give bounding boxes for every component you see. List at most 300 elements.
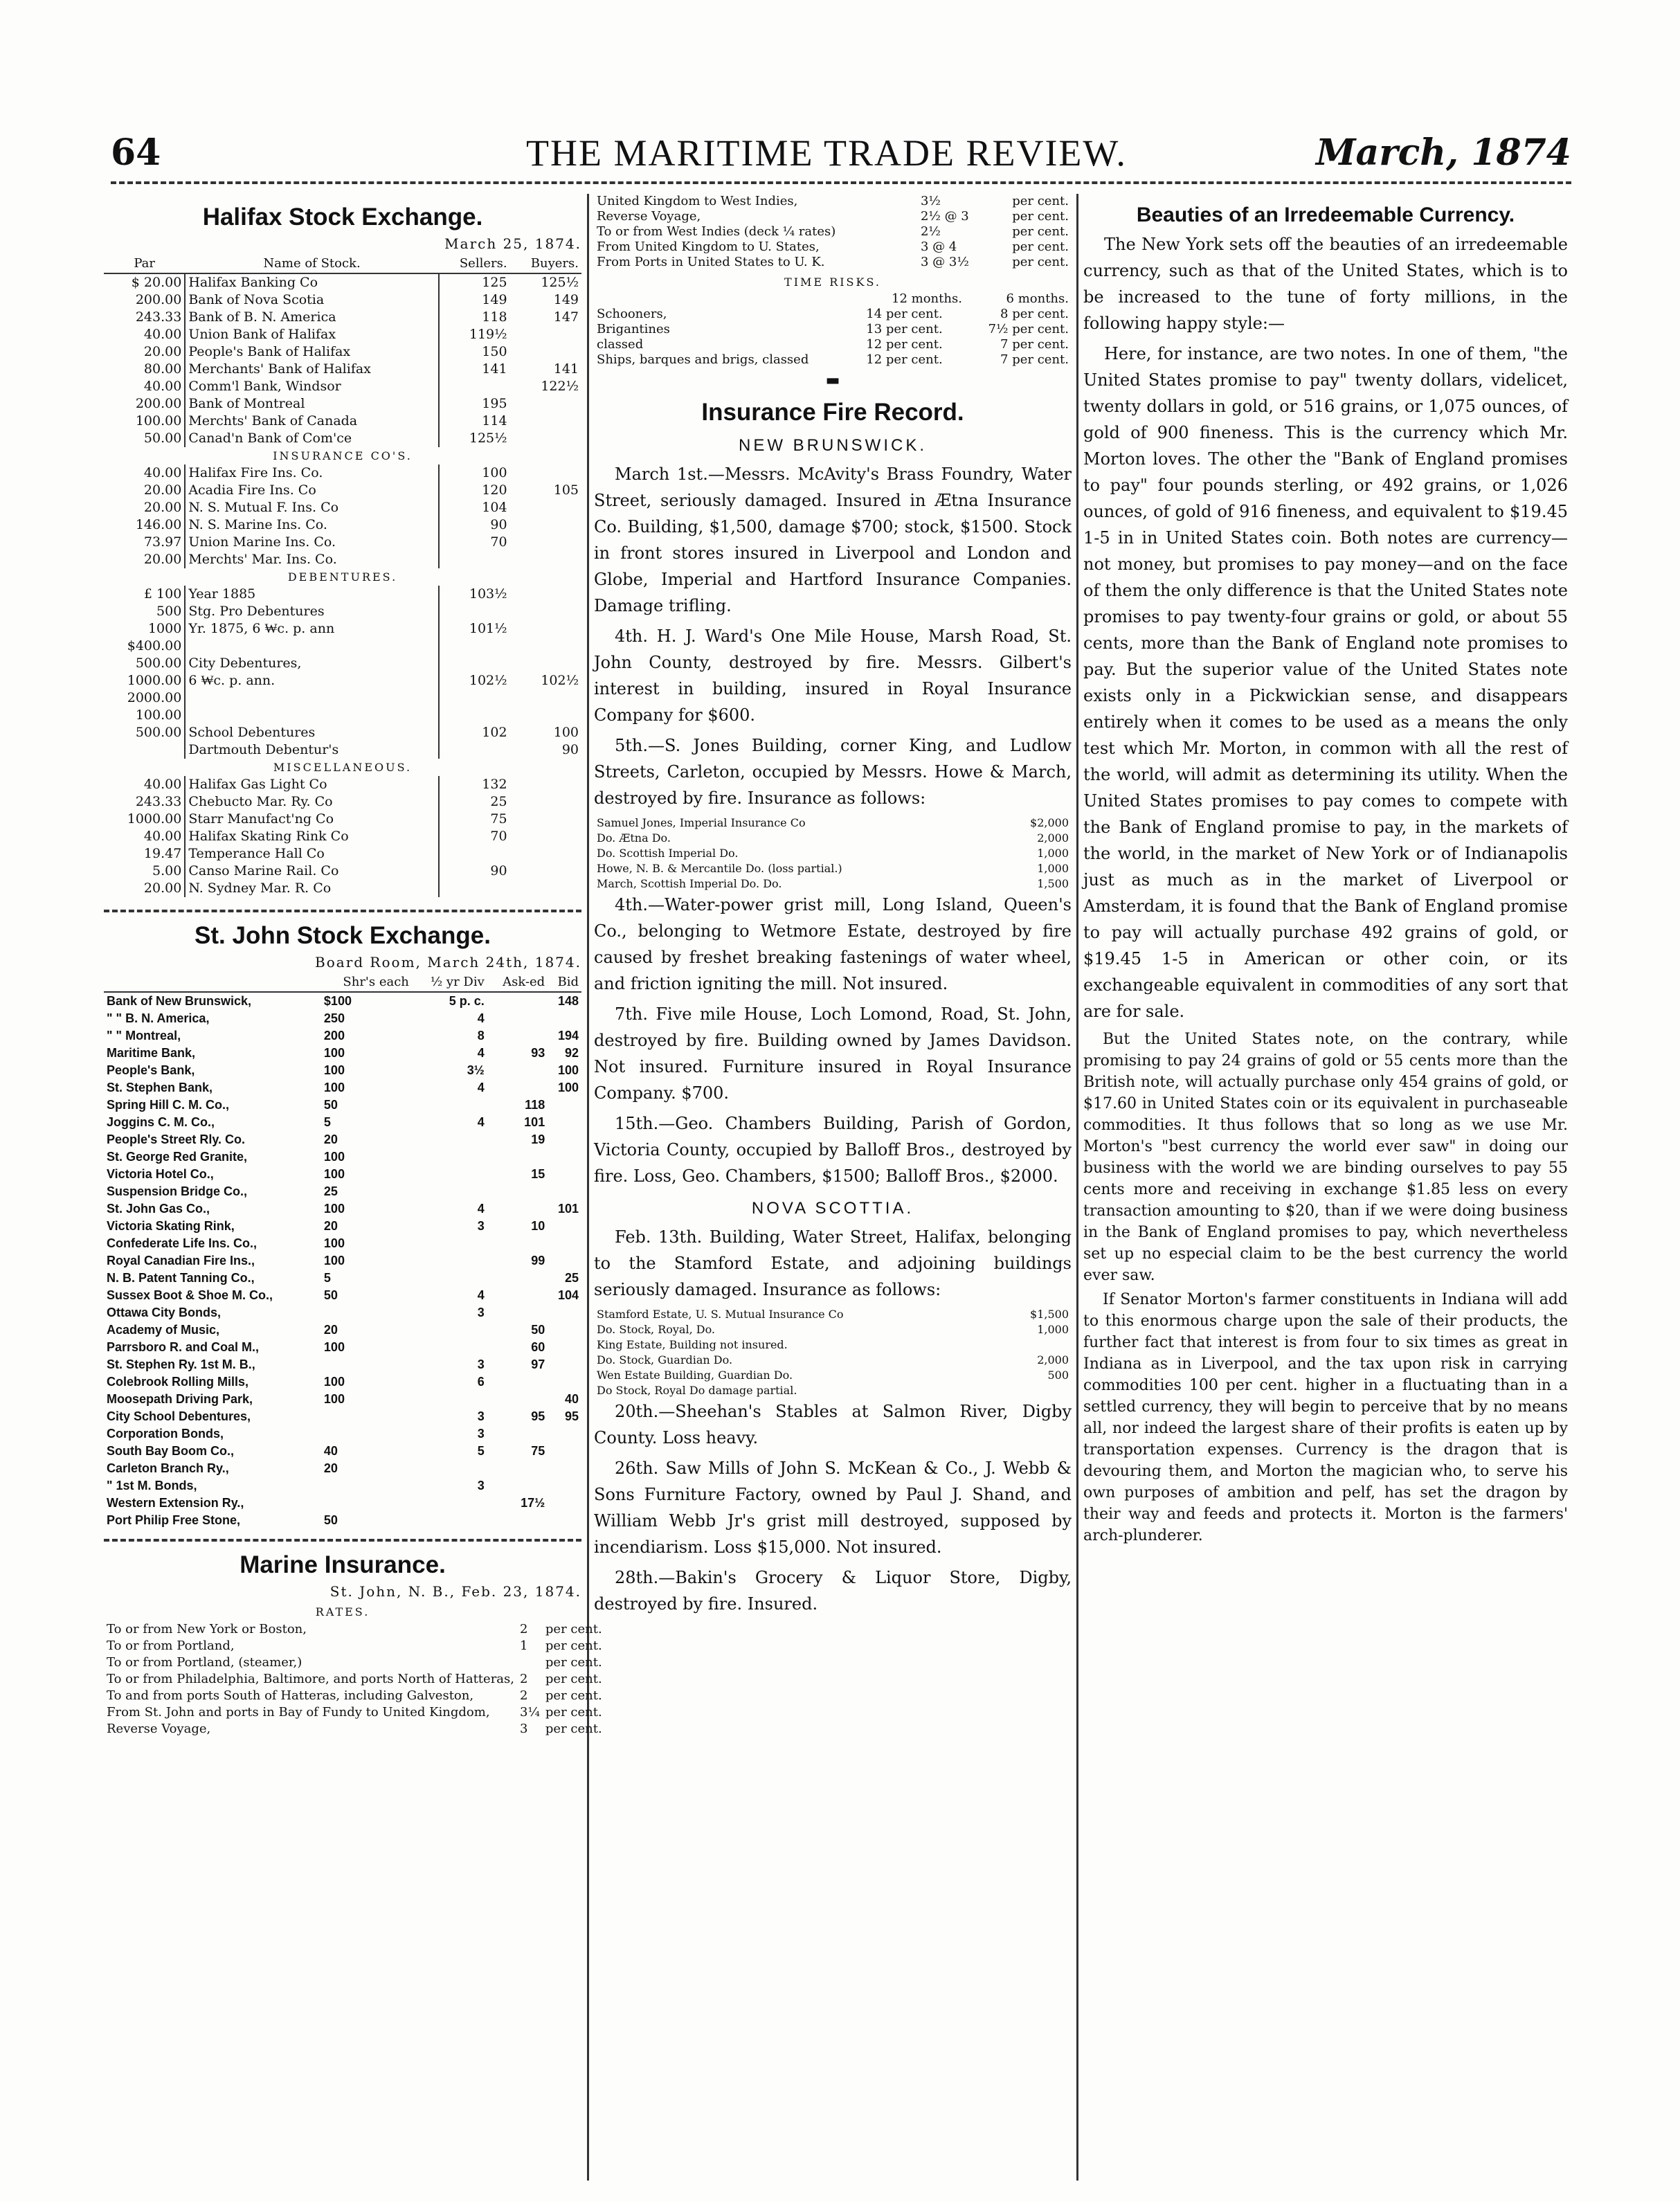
table-cell: 10 bbox=[531, 1219, 545, 1233]
col-shares: Shr's each bbox=[321, 973, 412, 992]
table-cell: From United Kingdom to U. States, bbox=[597, 240, 820, 254]
table-cell: Merchts' Mar. Ins. Co. bbox=[185, 551, 438, 568]
paragraph: If Senator Morton's farmer constituents in Indiana will add to this enormous charge upon the sale of their products, the further fact that interest is from four to six times as great in Indiana as in Liverpool, and the tax upon risk in carrying commodities 100 per cent. higher in a fluctuating than in a settled currency, they will begin to perceive that by no means all, nor indeed the largest share of their profits is eaten up by transportation expenses. Currency is the dragon that is devouring them, and Morton the magician who, to serve his own purposes of ambition and pelf, has set the dragon by their way and feeds and protects it. Morton is the farmers' arch-plunderer. bbox=[1083, 1291, 1568, 1544]
table-cell: per cent. bbox=[545, 1705, 602, 1720]
table-cell: 7 per cent. bbox=[1000, 352, 1069, 367]
table-row bbox=[104, 1654, 605, 1671]
table-cell: Western Extension Ry., bbox=[107, 1496, 244, 1510]
table-cell bbox=[510, 534, 581, 551]
table-row bbox=[104, 1477, 581, 1495]
table-row bbox=[594, 861, 1072, 876]
table-cell: 1,000 bbox=[1037, 862, 1069, 875]
table-cell bbox=[487, 1148, 548, 1166]
table-row bbox=[594, 1383, 1072, 1398]
table-cell bbox=[487, 1270, 548, 1287]
table-row bbox=[104, 395, 581, 413]
entry: 7th. Five mile House, Loch Lomond, Road, St. John, destroyed by fire. Building owned by James Davidson. Not insured. Furniture insured in Royal Insurance Company. $700. bbox=[594, 1004, 1072, 1103]
table-cell bbox=[412, 1235, 487, 1252]
table-cell: 73.97 bbox=[104, 534, 185, 551]
table-row bbox=[104, 1148, 581, 1166]
table-cell: Parrsboro R. and Coal M., bbox=[107, 1340, 260, 1354]
table-row bbox=[104, 361, 581, 378]
table-cell: 3 bbox=[477, 1357, 485, 1371]
table-cell: 102½ bbox=[541, 673, 579, 688]
page-header bbox=[111, 132, 1571, 180]
table-cell: 1000.00 bbox=[104, 811, 185, 828]
table-cell bbox=[510, 863, 581, 880]
table-cell: 95 bbox=[564, 1409, 579, 1423]
table-cell: $1,500 bbox=[1030, 1308, 1069, 1321]
table-cell bbox=[487, 1512, 548, 1529]
table-cell bbox=[548, 1235, 581, 1252]
table-cell: per cent. bbox=[1012, 240, 1069, 254]
divider bbox=[104, 910, 581, 912]
table-cell: 90 bbox=[490, 517, 507, 532]
table-row bbox=[104, 1079, 581, 1097]
table-cell: Corporation Bonds, bbox=[107, 1427, 224, 1441]
table-cell: 25 bbox=[564, 1271, 579, 1285]
table-cell: per cent. bbox=[1012, 224, 1069, 239]
table-cell: Colebrook Rolling Mills, bbox=[107, 1375, 249, 1389]
table-cell: 20.00 bbox=[104, 482, 185, 499]
table-cell: 100.00 bbox=[104, 413, 185, 430]
table-cell: 70 bbox=[490, 534, 507, 550]
table-cell: Canso Marine Rail. Co bbox=[185, 863, 438, 880]
table-cell bbox=[548, 1252, 581, 1270]
table-cell bbox=[510, 395, 581, 413]
table-cell bbox=[510, 586, 581, 603]
table-cell: N. S. Marine Ins. Co. bbox=[185, 516, 438, 534]
table-cell: Bank of Montreal bbox=[185, 395, 438, 413]
marine-rows bbox=[104, 1621, 605, 1738]
table-cell bbox=[548, 1131, 581, 1148]
entry: 20th.—Sheehan's Stables at Salmon River, Digby County. Loss heavy. bbox=[594, 1402, 1072, 1447]
table-cell: Bank of B. N. America bbox=[185, 309, 438, 326]
table-cell: 100 bbox=[323, 1236, 345, 1250]
table-cell bbox=[548, 1218, 581, 1235]
table-cell: 95 bbox=[531, 1409, 545, 1423]
table-cell: 100 bbox=[323, 1081, 345, 1094]
table-cell: 40.00 bbox=[104, 464, 185, 482]
table-row bbox=[104, 1721, 605, 1738]
table-cell bbox=[510, 776, 581, 793]
table-cell: 3¼ bbox=[520, 1705, 540, 1720]
table-row bbox=[594, 831, 1072, 846]
table-cell: per cent. bbox=[1012, 209, 1069, 224]
entry: 4th.—Water-power grist mill, Long Island, Queen's Co., belonging to Wetmore Estate, destroyed by fire caused by freshet breaking fastenings of water wheel, and friction igniting the mill. Not insured. bbox=[594, 895, 1072, 993]
table-cell: Do. Scottish Imperial Do. bbox=[597, 847, 739, 860]
table-cell bbox=[412, 1512, 487, 1529]
table-cell: Year 1885 bbox=[185, 586, 438, 603]
table-cell: Suspension Bridge Co., bbox=[107, 1184, 248, 1198]
table-cell: Union Marine Ins. Co. bbox=[185, 534, 438, 551]
table-cell: 6 ₩c. p. ann. bbox=[185, 672, 438, 689]
table-cell bbox=[548, 1477, 581, 1495]
table-cell: Halifax Gas Light Co bbox=[185, 776, 438, 793]
table-cell: 5 bbox=[323, 1271, 331, 1285]
table-cell: 75 bbox=[531, 1444, 545, 1458]
nb-title: NEW BRUNSWICK. bbox=[739, 436, 927, 455]
table-cell bbox=[439, 741, 510, 759]
table-cell: People's Street Rly. Co. bbox=[107, 1132, 246, 1146]
table-cell: per cent. bbox=[545, 1655, 602, 1670]
table-cell bbox=[487, 1373, 548, 1391]
table-cell: 104 bbox=[482, 500, 507, 515]
table-cell: 14 per cent. bbox=[866, 307, 943, 321]
table-cell: 100 bbox=[323, 1392, 345, 1406]
table-cell: Stg. Pro Debentures bbox=[185, 603, 438, 620]
table-cell: 100 bbox=[557, 1081, 579, 1094]
table-cell bbox=[439, 638, 510, 655]
table-cell: 150 bbox=[482, 344, 507, 359]
table-cell: Moosepath Driving Park, bbox=[107, 1392, 253, 1406]
rates-rows bbox=[594, 194, 1072, 270]
table-cell bbox=[439, 603, 510, 620]
table-row bbox=[104, 343, 581, 361]
halifax-debentures bbox=[104, 586, 581, 759]
page-number: 64 bbox=[111, 132, 161, 174]
table-cell: 5.00 bbox=[104, 863, 185, 880]
table-cell bbox=[185, 707, 438, 724]
loss-rows bbox=[594, 815, 1072, 892]
table-row bbox=[104, 430, 581, 447]
table-cell: 50 bbox=[531, 1323, 545, 1337]
halifax-table bbox=[104, 255, 581, 897]
table-cell: 104 bbox=[557, 1288, 579, 1302]
table-cell: To and from ports South of Hatteras, including Galveston, bbox=[107, 1688, 474, 1703]
table-cell: To or from Portland, bbox=[107, 1639, 235, 1653]
table-cell bbox=[510, 551, 581, 568]
table-cell: $ 20.00 bbox=[104, 273, 185, 291]
table-cell: 5 bbox=[323, 1115, 331, 1129]
table-cell: 2 bbox=[520, 1622, 528, 1636]
table-cell: Merchants' Bank of Halifax bbox=[185, 361, 438, 378]
table-cell: 3 bbox=[477, 1409, 485, 1423]
table-row bbox=[104, 603, 581, 620]
table-cell bbox=[487, 1425, 548, 1443]
table-cell: From St. John and ports in Bay of Fundy to United Kingdom, bbox=[107, 1705, 490, 1720]
table-row bbox=[104, 1010, 581, 1027]
table-cell: 122½ bbox=[541, 379, 579, 394]
paragraph: But the United States note, on the contrary, while promising to pay 24 grains of gold or 55 cents more than the British note, will actually purchase only 454 grains of gold, or $17.60 in United States coin or its equivalent in purchaseable commodities. It thus follows that so long as we use Mr. Morton's "best currency the world ever saw" in doing our business with the world we are binding ourselves to pay 55 cents more and receiving in exchange $1.85 less on every transaction amounting to $20, than if we were doing business in the Bank of England promises to pay, which nevertheless set up no especial claim to be the best currency the world ever saw. bbox=[1083, 1031, 1568, 1284]
table-row bbox=[104, 655, 581, 672]
table-row bbox=[594, 1368, 1072, 1383]
table-cell: Halifax Banking Co bbox=[185, 273, 438, 291]
table-cell: 118 bbox=[482, 309, 507, 325]
table-cell: 70 bbox=[490, 829, 507, 844]
table-cell: Halifax Fire Ins. Co. bbox=[185, 464, 438, 482]
table-cell bbox=[510, 603, 581, 620]
table-cell bbox=[510, 343, 581, 361]
marine-table bbox=[104, 1621, 605, 1738]
table-row bbox=[104, 1373, 581, 1391]
table-row bbox=[594, 255, 1072, 270]
table-cell bbox=[487, 1460, 548, 1477]
table-cell: 12 per cent. bbox=[866, 337, 943, 352]
table-row bbox=[594, 307, 1072, 322]
table-cell: per cent. bbox=[1012, 194, 1069, 208]
table-cell: 100 bbox=[323, 1340, 345, 1354]
table-cell: Yr. 1875, 6 ₩c. p. ann bbox=[185, 620, 438, 638]
table-cell: From Ports in United States to U. K. bbox=[597, 255, 825, 269]
table-cell: 20.00 bbox=[104, 499, 185, 516]
table-cell bbox=[439, 689, 510, 707]
table-cell: 99 bbox=[531, 1254, 545, 1267]
table-row bbox=[594, 322, 1072, 337]
table-cell bbox=[185, 689, 438, 707]
table-header bbox=[104, 255, 581, 273]
table-row bbox=[104, 413, 581, 430]
table-cell bbox=[412, 1321, 487, 1339]
table-cell: South Bay Boom Co., bbox=[107, 1444, 234, 1458]
table-cell bbox=[439, 880, 510, 897]
table-row bbox=[104, 845, 581, 863]
table-row bbox=[104, 1356, 581, 1373]
table-cell: 102 bbox=[482, 725, 507, 740]
table-cell: 5 bbox=[477, 1444, 485, 1458]
table-cell: 149 bbox=[553, 292, 579, 307]
table-cell bbox=[1000, 1337, 1072, 1353]
table-cell: Sussex Boot & Shoe M. Co., bbox=[107, 1288, 273, 1302]
table-cell: 195 bbox=[482, 396, 507, 411]
table-cell bbox=[412, 1166, 487, 1183]
table-cell: To or from New York or Boston, bbox=[107, 1622, 307, 1636]
entry: 26th. Saw Mills of John S. McKean & Co., J. Webb & Sons Furniture Factory, owned by Paul J. Shand, and William Webb Jr's grist mill destroyed, supposed by incendiarism. Loss $15,000. Not insured. bbox=[594, 1459, 1072, 1557]
table-cell: 100 bbox=[553, 725, 579, 740]
table-cell: 7½ per cent. bbox=[988, 322, 1069, 336]
table-row bbox=[104, 1321, 581, 1339]
table-row bbox=[104, 499, 581, 516]
table-cell: 3 bbox=[477, 1427, 485, 1441]
table-cell: 13 per cent. bbox=[866, 322, 943, 336]
table-cell: 132 bbox=[482, 777, 507, 792]
table-cell: 4 bbox=[477, 1046, 485, 1060]
table-row bbox=[594, 240, 1072, 255]
col-bid: Bid bbox=[548, 973, 581, 992]
table-cell: per cent. bbox=[545, 1639, 602, 1653]
table-cell: " " B. N. America, bbox=[107, 1011, 210, 1025]
table-cell bbox=[548, 1304, 581, 1321]
table-cell: 4 bbox=[477, 1081, 485, 1094]
table-cell bbox=[439, 845, 510, 863]
table-cell bbox=[510, 707, 581, 724]
table-row bbox=[594, 209, 1072, 224]
col-name: Name of Stock. bbox=[185, 255, 438, 273]
table-row bbox=[104, 1045, 581, 1062]
table-row bbox=[104, 1114, 581, 1131]
table-row bbox=[104, 707, 581, 724]
table-row bbox=[104, 273, 581, 291]
marine-title: Marine Insurance. bbox=[240, 1551, 446, 1578]
table-cell: 1 bbox=[520, 1639, 528, 1653]
column-2 bbox=[594, 194, 1072, 2187]
table-cell: To or from Philadelphia, Baltimore, and ports North of Hatteras, bbox=[107, 1672, 514, 1686]
table-cell: Academy of Music, bbox=[107, 1323, 220, 1337]
table-cell bbox=[439, 551, 510, 568]
table-cell: Victoria Skating Rink, bbox=[107, 1219, 235, 1233]
table-row bbox=[104, 863, 581, 880]
stjohn-rows bbox=[104, 992, 581, 1529]
table-row bbox=[104, 1443, 581, 1460]
table-cell: Do Stock, Royal Do damage partial. bbox=[597, 1384, 797, 1397]
column-3 bbox=[1083, 194, 1568, 2187]
table-cell bbox=[487, 1079, 548, 1097]
table-cell bbox=[510, 811, 581, 828]
time-risks-head bbox=[594, 291, 1072, 307]
table-cell: Do. Stock, Royal, Do. bbox=[597, 1323, 716, 1336]
table-cell: Victoria Hotel Co., bbox=[107, 1167, 214, 1181]
table-cell: 2,000 bbox=[1037, 1353, 1069, 1366]
table-cell: 2½ @ 3 bbox=[920, 209, 969, 224]
table-row bbox=[104, 1304, 581, 1321]
table-row bbox=[104, 1638, 605, 1654]
table-cell: 25 bbox=[323, 1184, 338, 1198]
table-cell: per cent. bbox=[545, 1688, 602, 1703]
table-cell: 40 bbox=[323, 1444, 338, 1458]
table-cell: Merchts' Bank of Canada bbox=[185, 413, 438, 430]
table-cell: 149 bbox=[482, 292, 507, 307]
table-cell: 4 bbox=[477, 1011, 485, 1025]
head-cell: 6 months. bbox=[1006, 291, 1069, 306]
table-cell bbox=[548, 1183, 581, 1200]
table-cell: Do. Ætna Do. bbox=[597, 831, 671, 845]
table-cell bbox=[487, 1183, 548, 1200]
ns-title: NOVA SCOTTIA. bbox=[751, 1199, 914, 1218]
table-cell bbox=[104, 741, 185, 759]
table-cell: 100 bbox=[482, 465, 507, 480]
table-cell bbox=[548, 1443, 581, 1460]
table-cell: Howe, N. B. & Mercantile Do. (loss partial.) bbox=[597, 862, 842, 875]
table-cell: 103½ bbox=[469, 586, 507, 602]
table-cell: 125½ bbox=[541, 275, 579, 290]
table-row bbox=[104, 793, 581, 811]
table-row bbox=[104, 1621, 605, 1638]
table-cell: 3 bbox=[477, 1479, 485, 1492]
table-row bbox=[104, 1391, 581, 1408]
table-cell: 40.00 bbox=[104, 828, 185, 845]
table-cell: Reverse Voyage, bbox=[597, 209, 701, 224]
marine-rates-title: RATES. bbox=[315, 1605, 370, 1618]
table-cell bbox=[412, 1131, 487, 1148]
table-row bbox=[104, 1183, 581, 1200]
table-cell: To or from Portland, (steamer,) bbox=[107, 1655, 302, 1670]
table-cell: Confederate Life Ins. Co., bbox=[107, 1236, 258, 1250]
table-cell: $2,000 bbox=[1030, 816, 1069, 829]
table-cell: 8 bbox=[477, 1029, 485, 1043]
table-cell: 2½ bbox=[920, 224, 941, 239]
fire-title: Insurance Fire Record. bbox=[701, 399, 964, 426]
column-rule-1 bbox=[587, 194, 589, 2181]
table-row bbox=[104, 309, 581, 326]
halifax-misc bbox=[104, 776, 581, 897]
table-cell: St. John Gas Co., bbox=[107, 1202, 210, 1216]
table-row bbox=[104, 689, 581, 707]
loss-rows bbox=[594, 1307, 1072, 1398]
head-cell bbox=[594, 291, 863, 307]
halifax-insurance bbox=[104, 464, 581, 568]
table-cell bbox=[510, 430, 581, 447]
table-cell: Wen Estate Building, Guardian Do. bbox=[597, 1369, 793, 1382]
table-cell: Dartmouth Debentur's bbox=[185, 741, 438, 759]
divider-dash: ▬ bbox=[825, 372, 840, 389]
table-cell bbox=[510, 689, 581, 707]
table-cell: 3 bbox=[520, 1722, 528, 1736]
table-cell: per cent. bbox=[1012, 255, 1069, 269]
table-cell: City School Debentures, bbox=[107, 1409, 251, 1423]
table-cell: 120 bbox=[482, 482, 507, 498]
table-cell bbox=[510, 620, 581, 638]
table-cell: per cent. bbox=[545, 1622, 602, 1636]
table-cell: 50 bbox=[323, 1098, 338, 1112]
table-cell: 2 bbox=[520, 1688, 528, 1703]
table-cell bbox=[321, 1408, 412, 1425]
table-cell: " 1st M. Bonds, bbox=[107, 1479, 197, 1492]
table-cell bbox=[548, 1010, 581, 1027]
col-name bbox=[104, 973, 321, 992]
table-cell: 100 bbox=[323, 1202, 345, 1216]
table-cell bbox=[1000, 1383, 1072, 1398]
column-1 bbox=[104, 194, 602, 2187]
table-row bbox=[104, 880, 581, 897]
time-risks-rows bbox=[594, 307, 1072, 368]
table-cell: 500.00 bbox=[104, 724, 185, 741]
table-row bbox=[104, 378, 581, 395]
table-row bbox=[104, 482, 581, 499]
table-cell bbox=[510, 880, 581, 897]
time-risks-title: TIME RISKS. bbox=[784, 276, 881, 289]
entry: March 1st.—Messrs. McAvity's Brass Foundry, Water Street, seriously damaged. Insured in Ætna Insurance Co. Building, $1,500, damage $700; stock, $1500. Stock in front stores insured in Liverpool and London and Globe, Imperial and Hartford Insurance Companies. Damage trifling. bbox=[594, 464, 1072, 615]
table-row bbox=[594, 815, 1072, 831]
table-cell: N. B. Patent Tanning Co., bbox=[107, 1271, 255, 1285]
table-cell bbox=[412, 1460, 487, 1477]
table-cell bbox=[487, 1391, 548, 1408]
nb-entries bbox=[594, 461, 1072, 811]
table-cell: 1,500 bbox=[1037, 877, 1069, 890]
table-row bbox=[104, 551, 581, 568]
table-cell bbox=[439, 378, 510, 395]
time-risks-table bbox=[594, 291, 1072, 368]
table-cell: 60 bbox=[531, 1340, 545, 1354]
table-cell: Joggins C. M. Co., bbox=[107, 1115, 215, 1129]
table-cell: People's Bank of Halifax bbox=[185, 343, 438, 361]
table-cell: Ships, barques and brigs, classed bbox=[597, 352, 809, 367]
table-cell: 93 bbox=[531, 1046, 545, 1060]
section-title: DEBENTURES. bbox=[287, 570, 398, 584]
table-row bbox=[104, 1270, 581, 1287]
table-cell bbox=[517, 1654, 543, 1671]
paragraph: Here, for instance, are two notes. In one of them, "the United States promise to pay" twenty dollars, videlicet, twenty dollars in gold, or 516 grains, or 1,075 ounces, of gold of 900 fineness. This is the currency which Mr. Morton loves. The other the "Bank of England promises to pay" four pounds sterling, or 492 grains, or 1,026 ounces, of gold of 916 fineness, and equivalent to $19.45 1-5 in in United States coin. Both notes are currency—not money, but promises to pay money—and on the face of them the only difference is that the United States note promises to pay twenty-four grains or gold, or about 55 cents, more than the Bank of England note promises to pay. But the superior value of the United States note exists only in a Pickwickian sense, and disappears entirely when it comes to be used as a means the only test which Mr. Morton, in common with all the rest of the world, will admit as determining its utility. When the United States promises to pay comes to compete with the Bank of England promise to pay, in the markets of the world, in the market of New York or of Indianapolis just as much as in the market of Liverpool or Amsterdam, it is found that the Bank of England promise to pay will actually purchase 492 grains of gold, or $19.45 1-5 in American or other coin, or its exchangeable equivalent in commodities of any sort that are for sale. bbox=[1083, 344, 1568, 1021]
halifax-banks bbox=[104, 273, 581, 447]
table-cell: 2 bbox=[520, 1672, 528, 1686]
table-cell: Stamford Estate, U. S. Mutual Insurance Co bbox=[597, 1308, 844, 1321]
table-cell bbox=[321, 1356, 412, 1373]
table-row bbox=[104, 1200, 581, 1218]
table-cell: 5 p. c. bbox=[449, 994, 485, 1008]
table-cell: 125 bbox=[482, 275, 507, 290]
table-cell bbox=[487, 1235, 548, 1252]
table-cell: Starr Manufact'ng Co bbox=[185, 811, 438, 828]
table-cell: N. Sydney Mar. R. Co bbox=[185, 880, 438, 897]
table-cell bbox=[487, 992, 548, 1010]
table-cell bbox=[548, 1495, 581, 1512]
table-cell: To or from West Indies (deck ¼ rates) bbox=[597, 224, 836, 239]
table-cell: 100 bbox=[323, 1150, 345, 1164]
table-cell: St. Stephen Bank, bbox=[107, 1081, 213, 1094]
table-cell bbox=[510, 464, 581, 482]
table-cell bbox=[412, 1183, 487, 1200]
stamford-losses bbox=[594, 1307, 1072, 1398]
table-cell bbox=[548, 1425, 581, 1443]
